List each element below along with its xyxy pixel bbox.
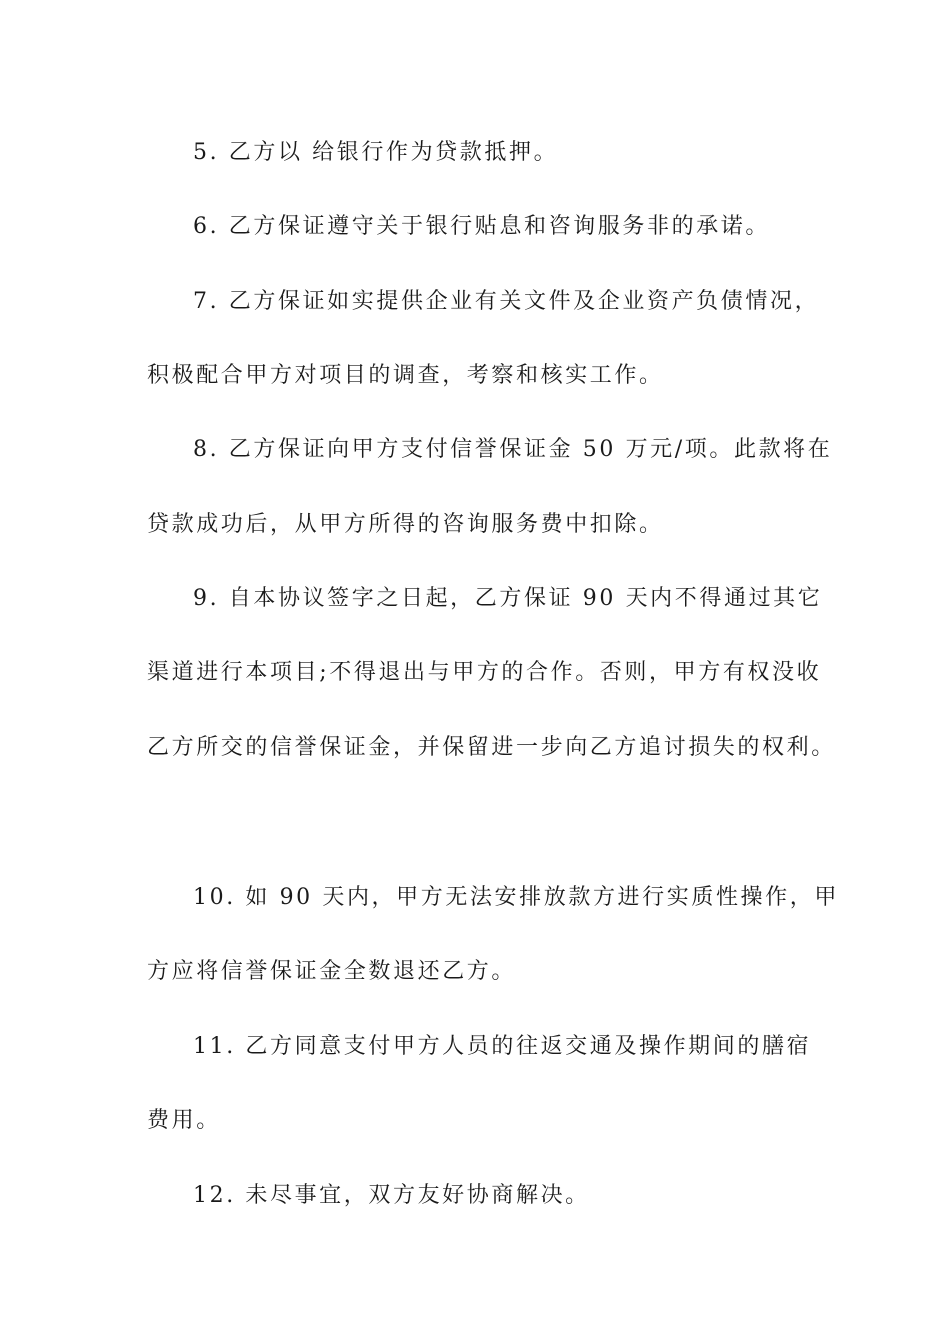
clause-10-line-1: 10. 如 90 天内，甲方无法安排放款方进行实质性操作，甲 (193, 885, 839, 910)
clause-8-line-2: 贷款成功后，从甲方所得的咨询服务费中扣除。 (147, 512, 664, 537)
clause-11-line-1: 11. 乙方同意支付甲方人员的往返交通及操作期间的膳宿 (193, 1034, 812, 1059)
clause-9-line-1: 9. 自本协议签字之日起，乙方保证 90 天内不得通过其它 (193, 586, 823, 611)
clause-8-line-1: 8. 乙方保证向甲方支付信誉保证金 50 万元/项。此款将在 (193, 437, 833, 462)
clause-10-line-2: 方应将信誉保证金全数退还乙方。 (147, 959, 517, 984)
clause-6-line-1: 6. 乙方保证遵守关于银行贴息和咨询服务非的承诺。 (193, 214, 770, 239)
clause-7-line-2: 积极配合甲方对项目的调查，考察和核实工作。 (147, 363, 664, 388)
clause-7-line-1: 7. 乙方保证如实提供企业有关文件及企业资产负债情况， (193, 289, 820, 314)
clause-5-line-1: 5. 乙方以 给银行作为贷款抵押。 (193, 140, 559, 165)
clause-9-line-3: 乙方所交的信誉保证金，并保留进一步向乙方追讨损失的权利。 (147, 735, 836, 760)
clause-9-line-2: 渠道进行本项目;不得退出与甲方的合作。否则，甲方有权没收 (147, 660, 822, 685)
clause-12-line-1: 12. 未尽事宜，双方友好协商解决。 (193, 1183, 590, 1208)
clause-11-line-2: 费用。 (147, 1108, 221, 1133)
